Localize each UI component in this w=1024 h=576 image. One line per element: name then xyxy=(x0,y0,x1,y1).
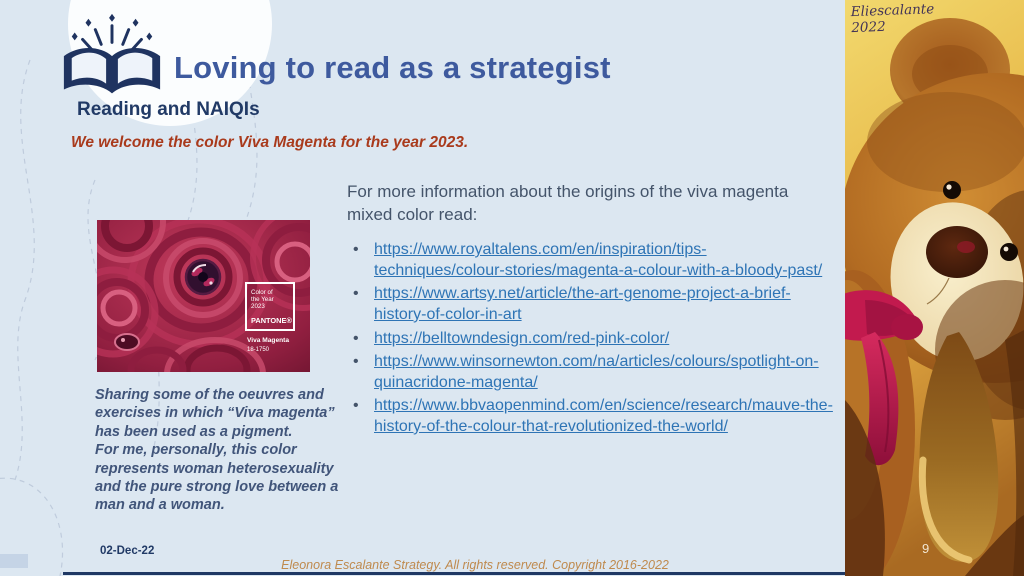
image-caption xyxy=(95,386,355,515)
open-book-icon xyxy=(58,12,166,112)
link-royaltalens[interactable]: https://www.royaltalens.com/en/inspiration/tips-techniques/colour-stories/magenta-a-colour-with-a-bloody-past/ xyxy=(374,241,823,279)
link-artsy[interactable]: https://www.artsy.net/article/the-art-genome-project-a-brief-history-of-color-in-art xyxy=(374,285,791,323)
page-number: 9 xyxy=(922,541,930,556)
bear-nose xyxy=(926,226,988,278)
slide-subtitle: Reading and NAIQIs xyxy=(77,99,260,120)
links-list xyxy=(347,240,837,441)
bear-eye-left xyxy=(943,181,961,199)
link-item xyxy=(347,396,837,437)
eye-motif xyxy=(186,260,220,294)
slide-title: Loving to read as a strategist xyxy=(174,50,611,85)
link-item xyxy=(347,240,837,281)
caption-line-2: For me, personally, this color represents woman heterosexuality and the pure strong love between a man and a woman. xyxy=(95,442,339,514)
slide-date: 02-Dec-22 xyxy=(100,545,155,557)
artist-signature: Eliescalante 2022 xyxy=(850,1,935,37)
copyright-text: Eleonora Escalante Strategy. All rights reserved. Copyright 2016-2022 xyxy=(281,558,669,572)
corner-decoration xyxy=(0,554,28,568)
links-intro-text: For more information about the origins of the viva magenta mixed color read: xyxy=(347,182,789,224)
footer-accent-line xyxy=(63,572,845,575)
pantone-label-line3: 2023 xyxy=(251,303,265,310)
link-winsornewton[interactable]: https://www.winsornewton.com/na/articles/colours/spotlight-on-quinacridone-magenta/ xyxy=(374,353,819,391)
pantone-viva-magenta-image xyxy=(97,220,310,372)
link-item xyxy=(347,284,837,325)
highlight-text: We welcome the color Viva Magenta for the year 2023. xyxy=(71,134,469,151)
link-belltowndesign[interactable]: https://belltowndesign.com/red-pink-color/ xyxy=(374,329,670,347)
link-item xyxy=(347,352,837,393)
pantone-brand: PANTONE® xyxy=(251,316,292,325)
link-item xyxy=(347,329,837,350)
bear-eye-right xyxy=(1000,243,1018,261)
pantone-color-code: 18-1750 xyxy=(247,347,270,353)
pantone-label-line1: Color of xyxy=(251,289,273,296)
teddy-bear-painting xyxy=(845,0,1024,576)
pantone-color-name: Viva Magenta xyxy=(247,337,290,344)
link-bbvaopenmind[interactable]: https://www.bbvaopenmind.com/en/science/research/mauve-the-history-of-the-colour-that-revolutionized-the-world/ xyxy=(374,397,833,435)
pantone-label-line2: the Year xyxy=(251,296,274,303)
caption-line-1: Sharing some of the oeuvres and exercises in which “Viva magenta” has been used as a pigment. xyxy=(95,387,335,440)
